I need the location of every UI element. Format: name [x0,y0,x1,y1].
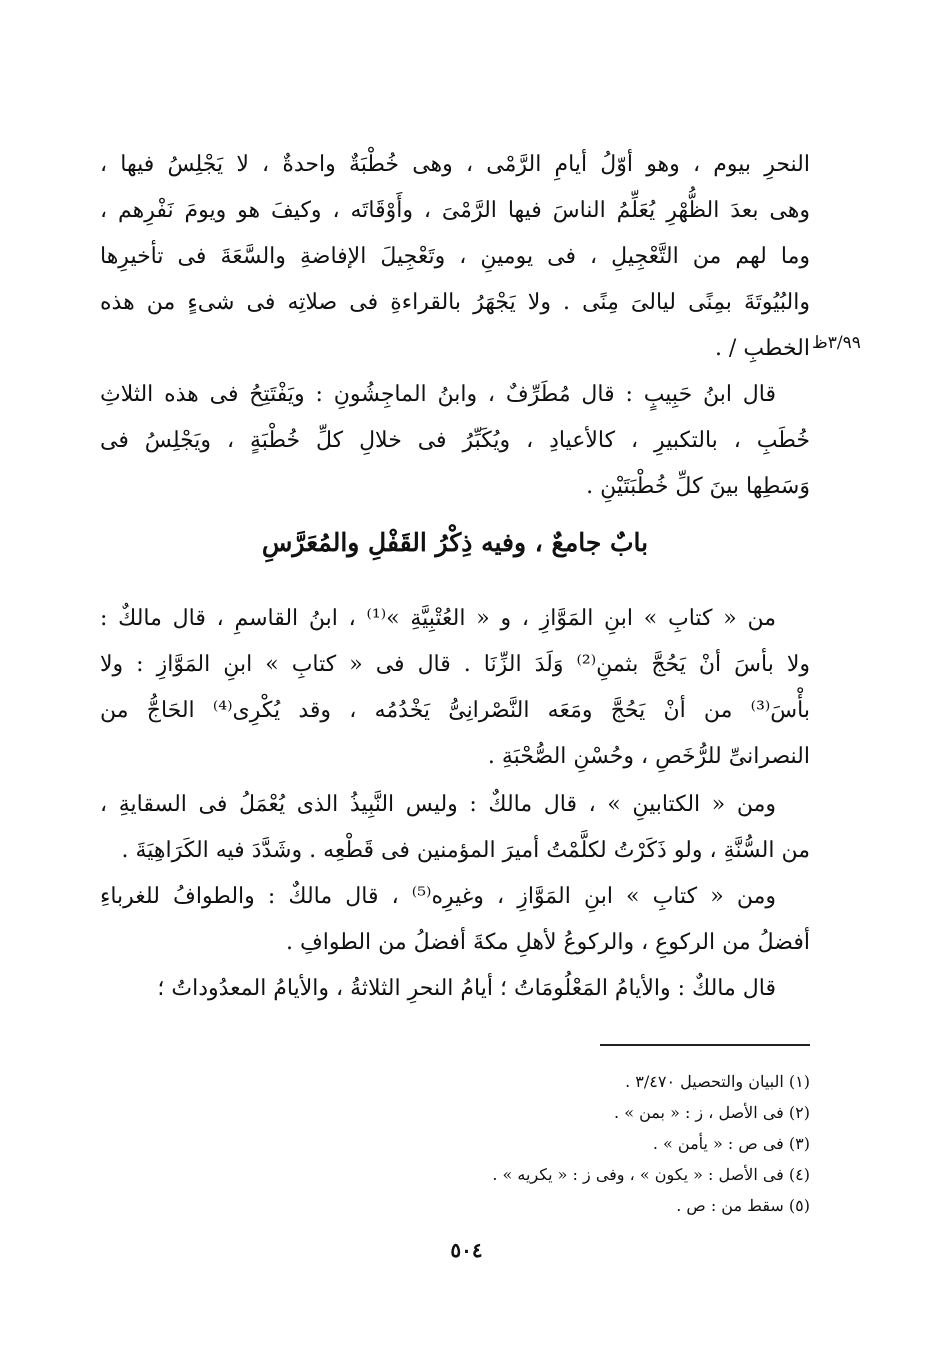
footnote-separator [600,1044,810,1046]
paragraph-3-line-1: من « كتابِ » ابنِ المَوَّازِ ، و « العُتْبِيَّةِ »⁽¹⁾ ، ابنُ القاسمِ ، قال مالكٌ : [100,606,777,631]
paragraph-3-line-3: بأْسَ⁽³⁾ من أنْ يَحُجَّ ومَعَه النَّصْرانِىُّ يَخْدُمُه ، وقد يُكْرِى⁽⁴⁾ الحَاجُّ من [100,698,810,723]
paragraph-4-line-2: من السُّنَّةِ ، ولو ذَكَرْتُ لكلَّمْتُ أميرَ المؤمنين فى قَطْعِه . وشَدَّدَ فيه الكَرَاهِيَةَ . [121,838,810,863]
paragraph-5-line-2: أفضلُ من الركوعِ ، والركوعُ لأهلِ مكةَ أفضلُ من الطوافِ . [286,930,810,955]
paragraph-1-line-2: وهى بعدَ الظُّهْرِ يُعَلِّمُ الناسَ فيها الرَّمْىَ ، وأَوْقَاتَه ، وكيفَ هو ويومَ نَفْرِهم ، [100,198,810,223]
paragraph-2 [100,372,810,510]
footnote-4: (٤) فى الأصل : « يكون » ، وفى ز : « يكريه » . [492,1165,810,1184]
paragraph-2-line-3: وَسَطِها بينَ كلِّ خُطْبَتَيْنِ . [586,474,810,499]
page-number: ٥٠٤ [450,1238,483,1262]
paragraph-2-line-2: خُطَبِ ، بالتكبيرِ ، كالأعيادِ ، ويُكَبِّرُ فى خلالِ كلِّ خُطْبَةٍ ، ويَجْلِسُ فى [100,428,810,453]
footnote-3: (٣) فى ص : « يأمن » . [652,1134,810,1153]
chapter-heading: بابٌ جامعٌ ، وفيه ذِكْرُ القَفْلِ والمُعَرَّسِ [261,528,649,557]
paragraph-5 [100,874,810,966]
paragraph-2-line-1: قال ابنُ حَبِيبٍ : قال مُطَرِّفٌ ، وابنُ الماجِشُونِ : ويَفْتَتِحُ فى هذه الثلاثِ [100,382,776,407]
paragraph-1-line-4: والبُيُوتَةَ بمِنًى ليالىَ مِنًى . ولا يَجْهَرُ بالقراءةِ فى صلاتِه فى شىءٍ من هذه [100,290,810,315]
footnote-2: (٢) فى الأصل ، ز : « بمن » . [614,1103,810,1122]
footnote-1: (١) البيان والتحصيل ٣/٤٧٠ . [625,1072,810,1091]
paragraph-3 [100,596,810,780]
paragraph-3-line-4: النصرانىِّ للرُّخَصِ ، وحُسْنِ الصُّحْبَةِ . [487,744,810,769]
paragraph-4-line-1: ومن « الكتابينِ » ، قال مالكٌ : وليس النَّبِيذُ الذى يُعْمَلُ فى السقايةِ ، [100,792,776,817]
manuscript-folio-marker: ٣/٩٩ظ [812,333,861,353]
paragraph-6 [100,966,810,1012]
footnote-5: (٥) سقط من : ص . [676,1196,810,1215]
paragraph-6-line-1: قال مالكٌ : والأيامُ المَعْلُومَاتُ ؛ أيامُ النحرِ الثلاثةُ ، والأيامُ المعدُوداتُ ؛ [157,976,776,1001]
paragraph-1-line-1: النحرِ بيوم ، وهو أوّلُ أيامِ الرَّمْى ، وهى خُطْبَةٌ واحدةٌ ، لا يَجْلِسُ فيها ، [100,152,810,177]
paragraph-1 [100,142,810,372]
footnotes [300,1066,810,1221]
paragraph-3-line-2: ولا بأسَ أنْ يَحُجَّ بثمنِ⁽²⁾ وَلَدَ الزِّنَا . قال فى « كتابِ » ابنِ المَوَّازِ : ولا [100,652,810,677]
paragraph-5-line-1: ومن « كتابِ » ابنِ المَوَّازِ ، وغيرِه⁽⁵⁾ ، قال مالكٌ : والطوافُ للغرباءِ [100,884,776,909]
paragraph-4 [100,782,810,874]
paragraph-1-line-3: وما لهم من التَّعْجِيلِ ، فى يومينِ ، وتَعْجِيلَ الإفاضةِ والسَّعَةَ فى تأخيرِها [100,244,810,269]
paragraph-1-line-5: الخطبِ / . [714,336,810,361]
